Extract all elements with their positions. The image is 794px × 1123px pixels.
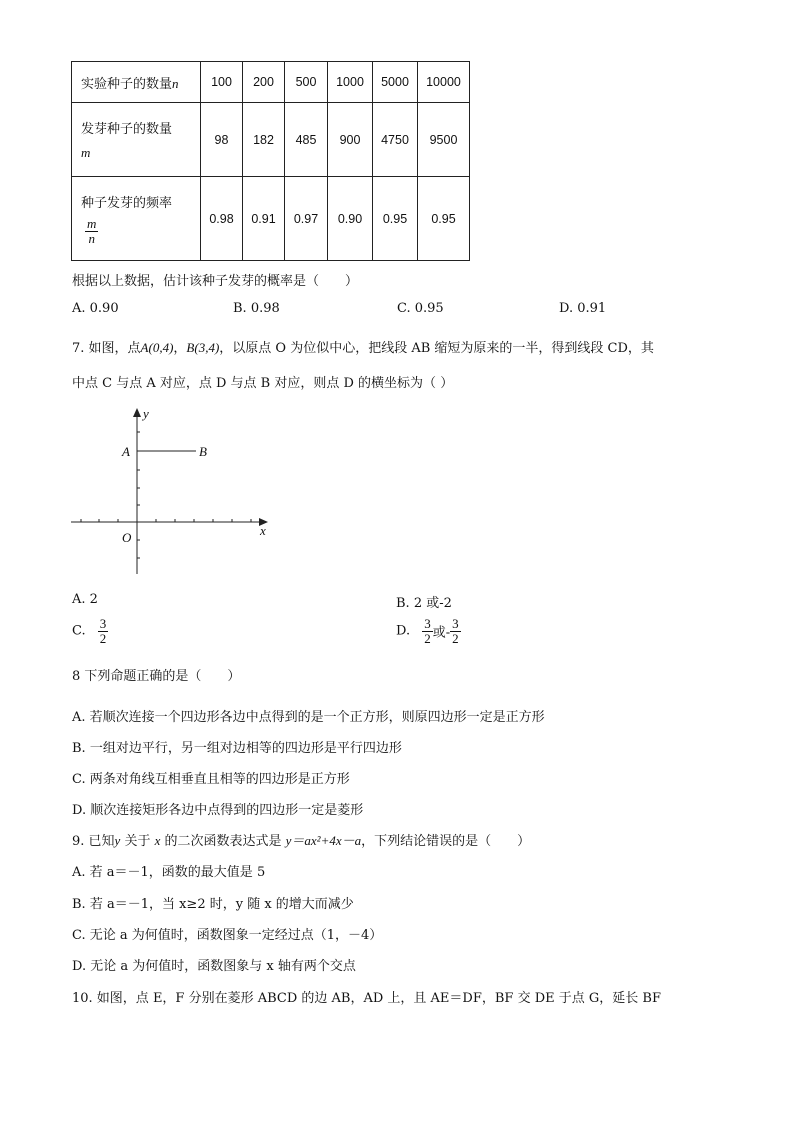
- table-cell: 9500: [418, 103, 470, 177]
- option-letter: C.: [72, 623, 86, 639]
- q6-option-b: B. 0.98: [233, 301, 280, 316]
- table-cell: 100: [201, 62, 243, 103]
- frequency-fraction: [85, 217, 200, 245]
- q8-option-c: C. 两条对角线互相垂直且相等的四边形是正方形: [72, 772, 350, 787]
- q7-text: 7. 如图，点: [72, 341, 141, 356]
- fraction-denominator: n: [88, 230, 95, 246]
- q9-option-a: A. 若 a＝－1，函数的最大值是 5: [72, 865, 266, 880]
- table-cell: 0.90: [328, 177, 373, 261]
- q7-option-b: B. 2 或-2: [396, 596, 452, 611]
- seed-data-table: [71, 61, 470, 261]
- q9-stem: [72, 830, 530, 849]
- origin-label: O: [122, 530, 132, 545]
- table-cell: 4750: [373, 103, 418, 177]
- fraction-denominator: 2: [452, 630, 459, 646]
- table-cell: 1000: [328, 62, 373, 103]
- row-label: 发芽种子的数量: [81, 122, 173, 137]
- row-label: 种子发芽的频率: [81, 195, 173, 211]
- table-cell: 0.98: [201, 177, 243, 261]
- q7-coordinate-figure: [66, 402, 276, 578]
- q6-option-c: C. 0.95: [397, 301, 444, 316]
- table-row-header: [72, 62, 201, 103]
- table-row: [72, 62, 470, 103]
- q7-stem-line2: 中点 C 与点 A 对应，点 D 与点 B 对应，则点 D 的横坐标为（ ）: [72, 376, 454, 391]
- row-label: 实验种子的数量: [81, 76, 173, 92]
- table-row-header: [72, 177, 201, 261]
- option-connector: 或-: [432, 625, 451, 641]
- fraction-numerator: 3: [452, 616, 459, 631]
- option-letter: D.: [396, 623, 411, 639]
- fraction-denominator: 2: [424, 630, 431, 646]
- fraction-numerator: 3: [424, 616, 431, 631]
- fraction-denominator: 2: [99, 630, 107, 646]
- table-cell: 0.95: [373, 177, 418, 261]
- table-cell: 10000: [418, 62, 470, 103]
- q9-option-b: B. 若 a＝－1，当 x≥2 时，y 随 x 的增大而减少: [72, 897, 354, 912]
- q8-option-d: D. 顺次连接矩形各边中点得到的四边形一定是菱形: [72, 803, 364, 818]
- q7-sep: ，: [173, 341, 187, 356]
- q6-stem: 根据以上数据，估计该种子发芽的概率是（ ）: [72, 274, 359, 289]
- q9-text: 关于: [120, 834, 155, 849]
- table-row: [72, 103, 470, 177]
- q7-point-a: A(0,4): [140, 340, 174, 355]
- q7-option-c: [72, 617, 108, 645]
- fraction-numerator: m: [87, 215, 97, 231]
- table-cell: 485: [285, 103, 328, 177]
- point-a-label: A: [122, 444, 130, 459]
- table-cell: 0.95: [418, 177, 470, 261]
- q10-stem: 10. 如图，点 E，F 分别在菱形 ABCD 的边 AB，AD 上，且 AE＝DF，BF 交 DE 于点 G，延长 BF: [72, 991, 661, 1006]
- q8-option-a: A. 若顺次连接一个四边形各边中点得到的是一个正方形，则原四边形一定是正方形: [72, 710, 545, 725]
- table-cell: 182: [243, 103, 285, 177]
- table-cell: 200: [243, 62, 285, 103]
- q7-point-b: B(3,4): [186, 340, 220, 355]
- q7-option-a: A. 2: [72, 592, 98, 607]
- q6-option-a: A. 0.90: [72, 301, 119, 316]
- table-row: [72, 177, 470, 261]
- row-var: n: [172, 75, 179, 91]
- table-cell: 500: [285, 62, 328, 103]
- q9-text: 的二次函数表达式是: [160, 834, 286, 849]
- q7-option-d: [396, 617, 461, 645]
- q9-option-d: D. 无论 a 为何值时，函数图象与 x 轴有两个交点: [72, 959, 356, 974]
- q7-text: ，以原点 O 为位似中心，把线段 AB 缩短为原来的一半，得到线段 CD，其: [219, 341, 654, 356]
- y-axis-label: y: [143, 406, 149, 421]
- table-cell: 900: [328, 103, 373, 177]
- q9-var-x: x: [154, 833, 161, 848]
- q9-text: ，下列结论错误的是（ ）: [361, 834, 531, 849]
- row-var: m: [81, 145, 91, 160]
- table-cell: 0.91: [243, 177, 285, 261]
- table-cell: 5000: [373, 62, 418, 103]
- q8-option-b: B. 一组对边平行，另一组对边相等的四边形是平行四边形: [72, 741, 402, 756]
- q9-expression: y＝ax²+4x－a: [285, 833, 362, 848]
- table-cell: 98: [201, 103, 243, 177]
- fraction-numerator: 3: [99, 616, 107, 631]
- q9-option-c: C. 无论 a 为何值时，函数图象一定经过点（1，－4）: [72, 928, 383, 943]
- y-axis-arrow: [133, 408, 141, 417]
- q8-stem: 8 下列命题正确的是（ ）: [72, 669, 241, 684]
- table-row-header: [72, 103, 201, 177]
- point-b-label: B: [199, 444, 207, 459]
- q9-text: 9. 已知: [72, 834, 115, 849]
- q9-var-y: y: [114, 833, 121, 848]
- x-axis-label: x: [260, 523, 266, 538]
- table-cell: 0.97: [285, 177, 328, 261]
- q7-stem-line1: [72, 337, 654, 356]
- q6-option-d: D. 0.91: [559, 301, 607, 316]
